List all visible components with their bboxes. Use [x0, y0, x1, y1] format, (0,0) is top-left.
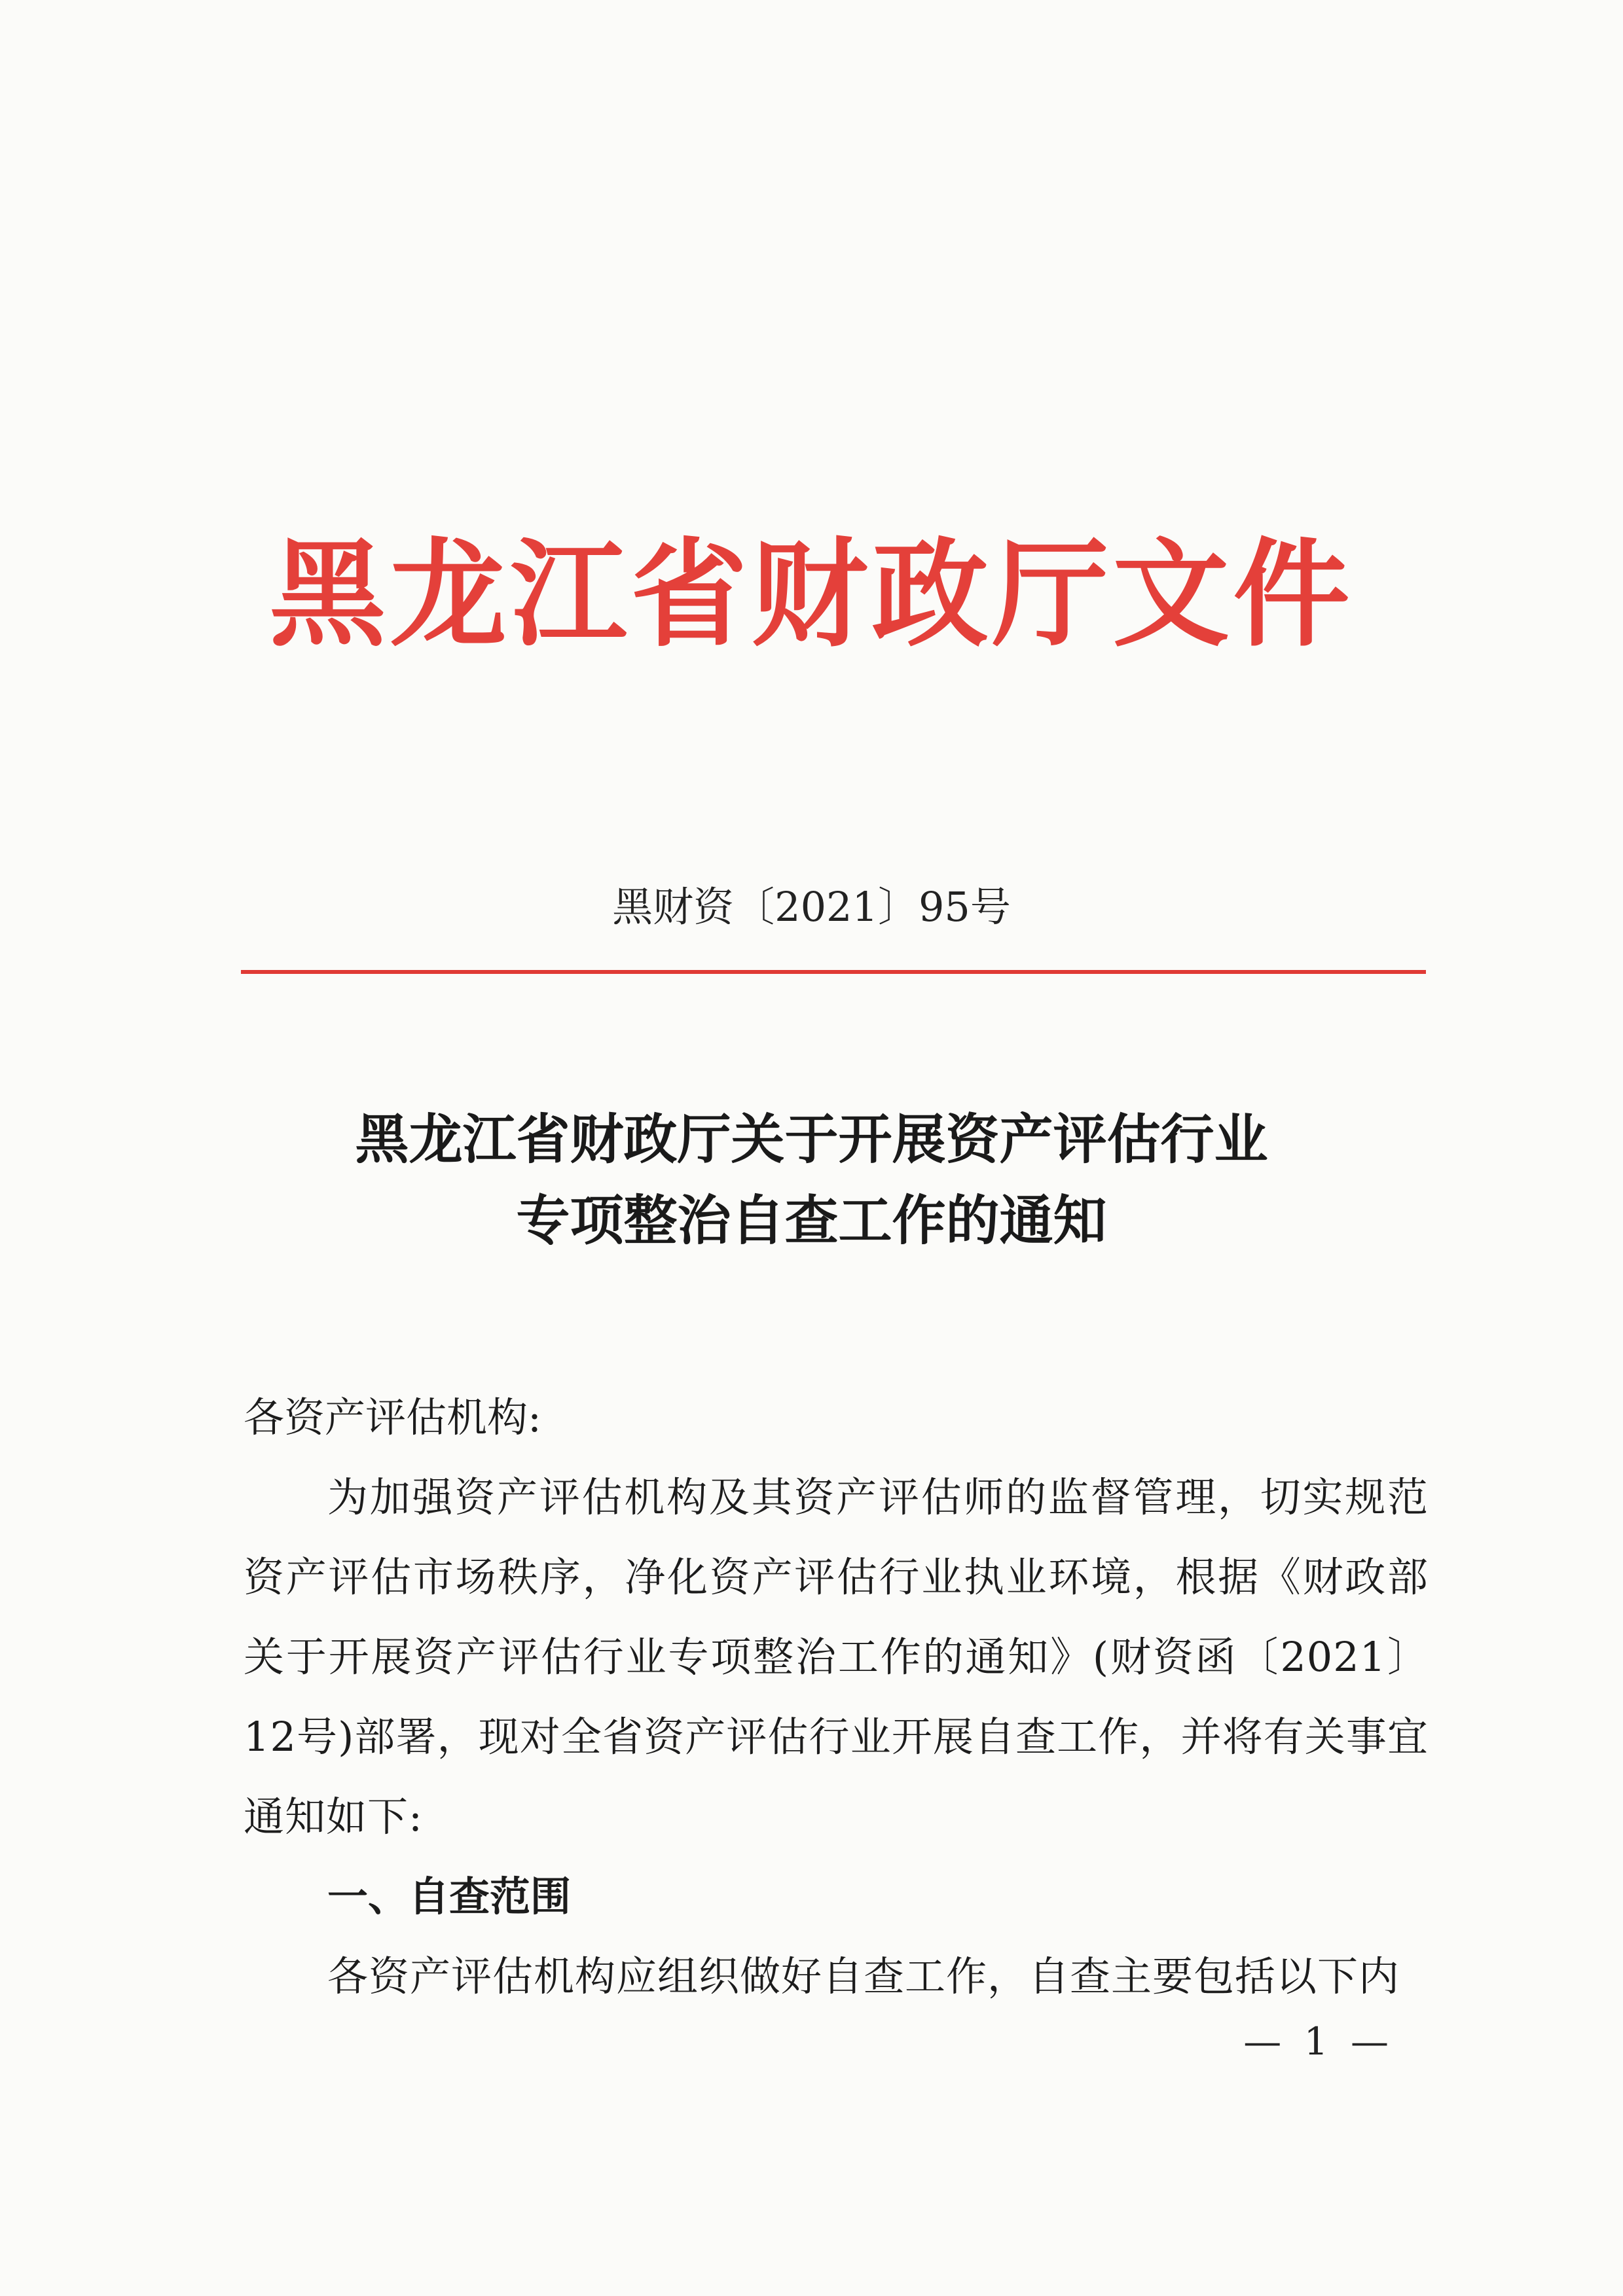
page-number: — 1 — — [1243, 2019, 1394, 2064]
notice-title — [0, 1100, 1623, 1262]
section-heading-1: 一、自查范围 — [327, 1873, 572, 1920]
notice-body — [244, 1378, 1429, 2017]
body-paragraph-1: 为加强资产评估机构及其资产评估师的监督管理，切实规范资产评估市场秩序，净化资产评估行业执业环境，根据《财政部关于开展资产评估行业专项整治工作的通知》(财资函〔2021〕12号)部署，现对全省资产评估行业开展自查工作，并将有关事宜通知如下: — [244, 1473, 1429, 1840]
red-divider-line — [241, 970, 1426, 974]
salutation: 各资产评估机构: — [244, 1393, 541, 1441]
body-paragraph-2: 各资产评估机构应组织做好自查工作，自查主要包括以下内 — [327, 1952, 1400, 2000]
notice-title-line-2: 专项整治自查工作的通知 — [516, 1190, 1107, 1252]
document-number: 黑财资〔2021〕95号 — [612, 883, 1011, 931]
notice-title-line-1: 黑龙江省财政厅关于开展资产评估行业 — [355, 1109, 1268, 1171]
document-header-title: 黑龙江省财政厅文件 — [269, 527, 1354, 662]
